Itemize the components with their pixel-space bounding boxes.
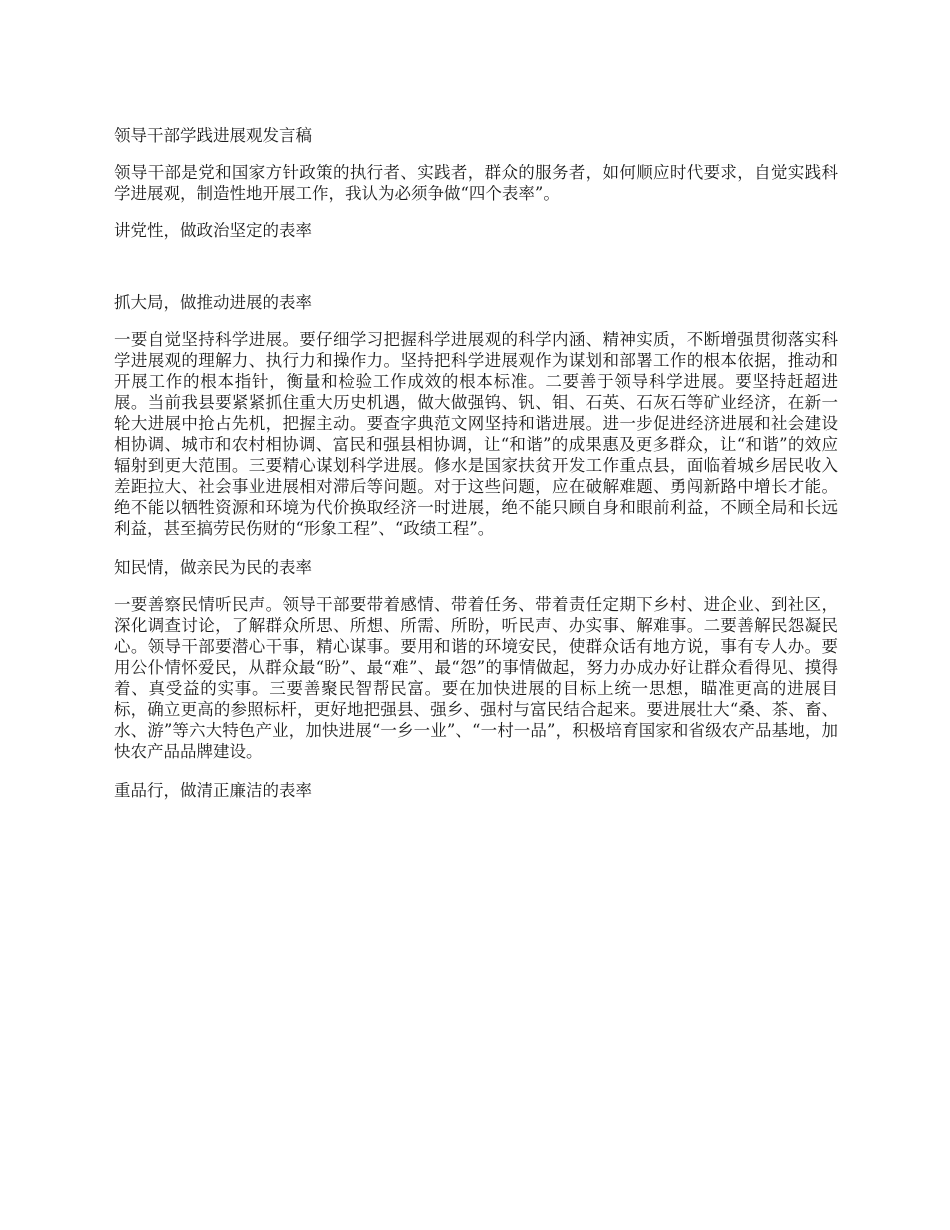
section-body-overall-situation: 一要自觉坚持科学进展。要仔细学习把握科学进展观的科学内涵、精神实质，不断增强贯彻落实科学进展观的理解力、执行力和操作力。坚持把科学进展观作为谋划和部署工作的根本依据，推动和开展工作的根本指针，衡量和检验工作成效的根本标准。二要善于领导科学进展。要坚持赶超进展。当前我县要紧紧抓住重大历史机遇，做大做强钨、钒、钼、石英、石灰石等矿业经济，在新一轮大进展中抢占先机，把握主动。要查字典范文网坚持和谐进展。进一步促进经济进展和社会建设相协调、城市和农村相协调、富民和强县相协调，让“和谐”的成果惠及更多群众，让“和谐”的效应辐射到更大范围。三要精心谋划科学进展。修水是国家扶贫开发工作重点县，面临着城乡居民收入差距拉大、社会事业进展相对滞后等问题。对于这些问题，应在破解难题、勇闯新路中增长才能。绝不能以牺牲资源和环境为代价换取经济一时进展，绝不能只顾自身和眼前利益，不顾全局和长远利益，甚至搞劳民伤财的“形象工程”、“政绩工程”。 <box>114 330 838 538</box>
document-page <box>114 125 838 801</box>
document-title: 领导干部学践进展观发言稿 <box>114 126 312 145</box>
section-heading-party-spirit: 讲党性，做政治坚定的表率 <box>114 221 312 240</box>
section-heading-public-sentiment: 知民情，做亲民为民的表率 <box>114 558 312 577</box>
intro-paragraph: 领导干部是党和国家方针政策的执行者、实践者，群众的服务者，如何顺应时代要求，自觉实践科学进展观，制造性地开展工作，我认为必须争做“四个表率”。 <box>114 163 838 203</box>
section-body-public-sentiment: 一要善察民情听民声。领导干部要带着感情、带着任务、带着责任定期下乡村、进企业、到社区，深化调查讨论，了解群众所思、所想、所需、所盼，听民声、办实事、解难事。二要善解民怨凝民心。领导干部要潜心干事，精心谋事。要用和谐的环境安民，使群众话有地方说，事有专人办。要用公仆情怀爱民，从群众最“盼”、最“难”、最“怨”的事情做起，努力办成办好让群众看得见、摸得着、真受益的实事。三要善聚民智帮民富。要在加快进展的目标上统一思想，瞄准更高的进展目标，确立更高的参照标杆，更好地把强县、强乡、强村与富民结合起来。要进展壮大“桑、茶、畜、水、游”等六大特色产业，加快进展“一乡一业”、“一村一品”，积极培育国家和省级农产品基地，加快农产品品牌建设。 <box>114 595 838 761</box>
section-heading-overall-situation: 抓大局，做推动进展的表率 <box>114 293 312 312</box>
section-heading-integrity: 重品行，做清正廉洁的表率 <box>114 781 312 800</box>
